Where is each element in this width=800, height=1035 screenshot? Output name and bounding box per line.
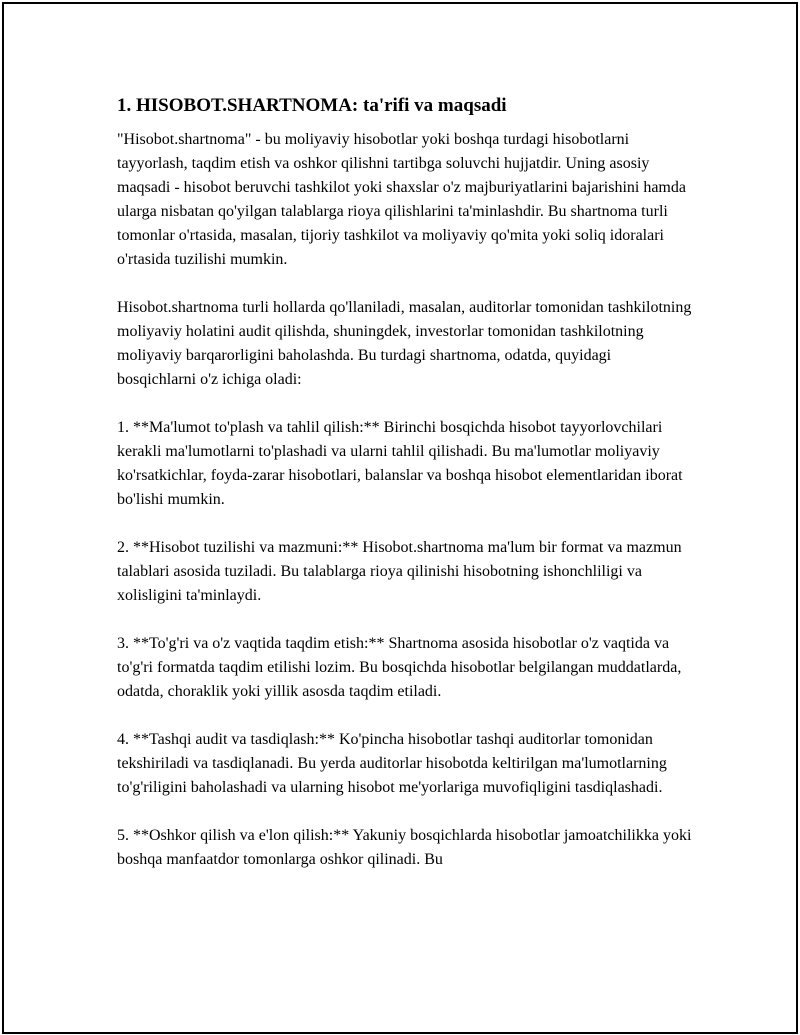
paragraph-step-4: 4. **Tashqi audit va tasdiqlash:** Ko'pincha hisobotlar tashqi auditorlar tomonidan tekshiriladi va tasdiqlanadi. Bu yerda auditorlar hisobotda keltirilgan ma'lumotlarning to'g'riligini baholashadi va ularning hisobot me'yorlariga muvofiqligini tasdiqlashadi. (117, 731, 667, 796)
paragraph-step-5: 5. **Oshkor qilish va e'lon qilish:** Yakuniy bosqichlarda hisobotlar jamoatchilikka yoki boshqa manfaatdor tomonlarga oshkor qilinadi. Bu (117, 827, 692, 868)
paragraph-step-1: 1. **Ma'lumot to'plash va tahlil qilish:** Birinchi bosqichda hisobot tayyorlovchilari kerakli ma'lumotlarni to'plashadi va ularni tahlil qilishadi. Bu ma'lumotlar moliyaviy ko'rsatkichlar, foyda-zarar hisobotlari, balanslar va boshqa hisobot elementlaridan iborat bo'lishi mumkin. (117, 419, 683, 508)
document-body (117, 94, 692, 896)
paragraph-usage: Hisobot.shartnoma turli hollarda qo'llaniladi, masalan, auditorlar tomonidan tashkilotning moliyaviy holatini audit qilishda, shuningdek, investorlar tomonidan tashkilotning moliyaviy barqarorligini baholashda. Bu turdagi shartnoma, odatda, quyidagi bosqichlarni o'z ichiga oladi: (117, 299, 692, 388)
section-heading: 1. HISOBOT.SHARTNOMA: ta'rifi va maqsadi (117, 95, 507, 116)
paragraph-step-2: 2. **Hisobot tuzilishi va mazmuni:** Hisobot.shartnoma ma'lum bir format va mazmun talablari asosida tuziladi. Bu talablarga rioya qilinishi hisobotning ishonchliligi va xolisligini ta'minlaydi. (117, 539, 682, 604)
paragraph-definition: "Hisobot.shartnoma" - bu moliyaviy hisobotlar yoki boshqa turdagi hisobotlarni tayyorlash, taqdim etish va oshkor qilishni tartibga soluvchi hujjatdir. Uning asosiy maqsadi - hisobot beruvchi tashkilot yoki shaxslar o'z majburiyatlarini bajarishini hamda ularga nisbatan qo'yilgan talablarga rioya qilishlarini ta'minlashdir. Bu shartnoma turli tomonlar o'rtasida, masalan, tijoriy tashkilot va moliyaviy qo'mita yoki soliq idoralari o'rtasida tuzilishi mumkin. (117, 131, 686, 268)
paragraph-step-3: 3. **To'g'ri va o'z vaqtida taqdim etish:** Shartnoma asosida hisobotlar o'z vaqtida va to'g'ri formatda taqdim etilishi lozim. Bu bosqichda hisobotlar belgilangan muddatlarda, odatda, choraklik yoki yillik asosda taqdim etiladi. (117, 635, 682, 700)
